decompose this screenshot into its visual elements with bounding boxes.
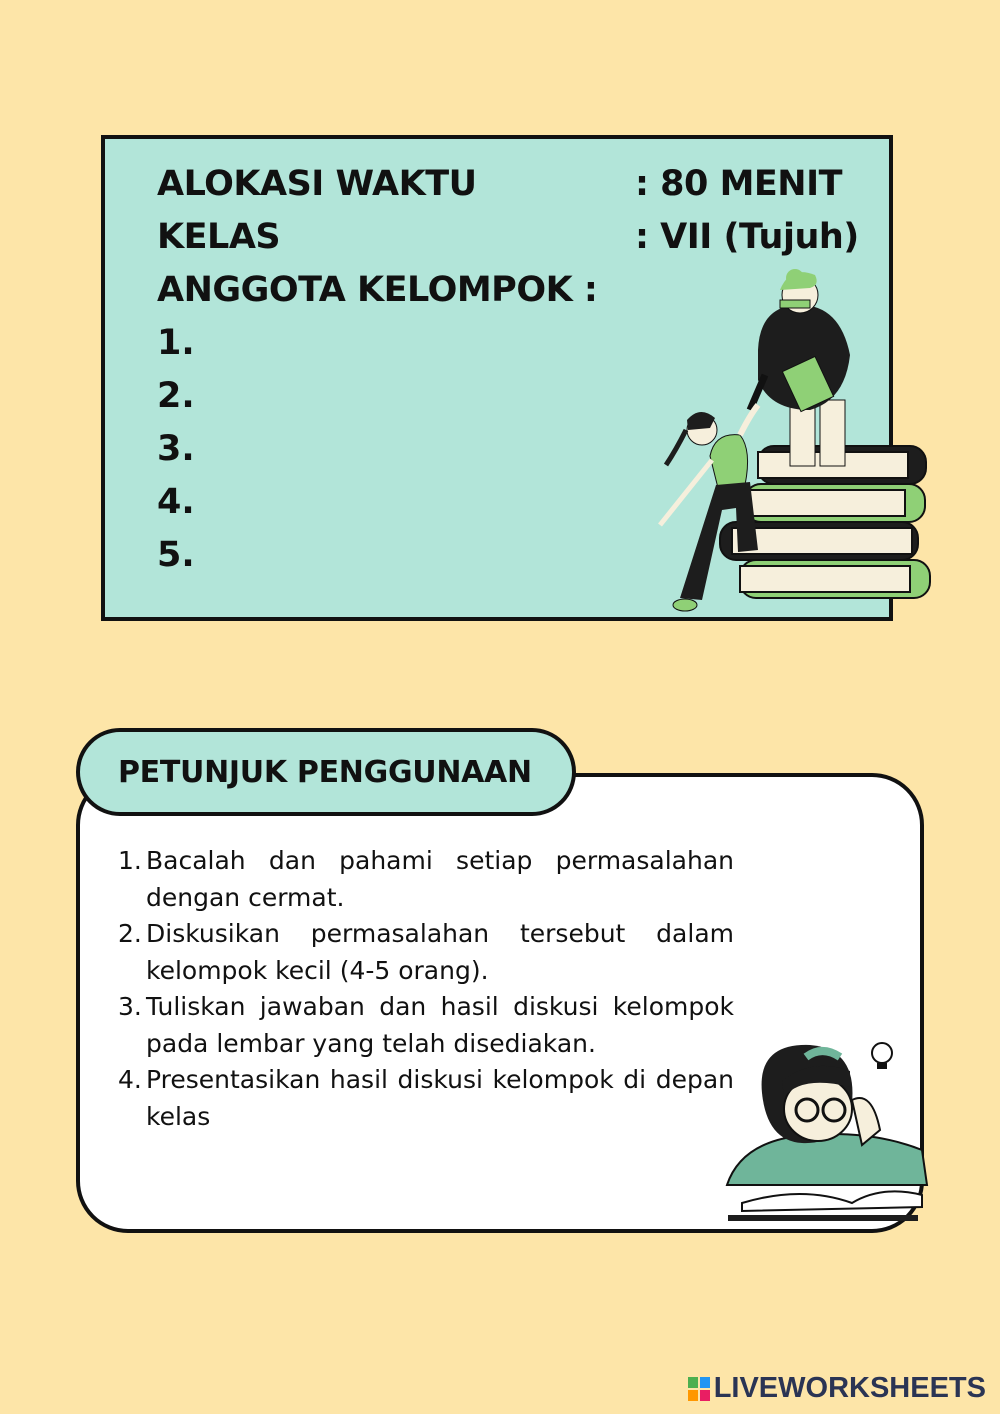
liveworksheets-logo-icon [688, 1377, 710, 1401]
step-number: 4. [118, 1065, 142, 1094]
step-text: Bacalah dan pahami setiap permasalahan dengan cermat. [146, 846, 734, 912]
instruction-step [118, 1062, 734, 1135]
member-line-3: 3. [157, 429, 195, 469]
time-value: : 80 MENIT [635, 164, 842, 204]
time-row [157, 164, 842, 204]
class-row [157, 217, 859, 257]
lightbulb-icon [872, 1043, 892, 1063]
instructions-list [118, 843, 734, 1135]
climbing-students-illustration [640, 260, 940, 630]
step-number: 1. [118, 846, 142, 875]
instruction-step [118, 916, 734, 989]
instruction-step [118, 843, 734, 916]
instructions-title: PETUNJUK PENGGUNAAN [118, 754, 532, 790]
step-number: 3. [118, 992, 142, 1021]
step-text: Diskusikan permasalahan tersebut dalam kelompok kecil (4-5 orang). [146, 919, 734, 985]
tall-student [750, 269, 850, 466]
step-text: Tuliskan jawaban dan hasil diskusi kelompok pada lembar yang telah disediakan. [146, 992, 734, 1058]
member-line-5: 5. [157, 535, 195, 575]
members-label: ANGGOTA KELOMPOK : [157, 270, 598, 310]
instructions-title-tab [76, 728, 576, 816]
class-value: : VII (Tujuh) [635, 217, 859, 257]
step-text: Presentasikan hasil diskusi kelompok di depan kelas [146, 1065, 734, 1131]
member-line-4: 4. [157, 482, 195, 522]
footer [688, 1372, 986, 1405]
class-label: KELAS [157, 217, 281, 257]
footer-brand: LIVEWORKSHEETS [713, 1372, 986, 1404]
instruction-step [118, 989, 734, 1062]
member-line-2: 2. [157, 376, 195, 416]
member-line-1: 1. [157, 323, 195, 363]
reading-student-illustration [722, 1035, 932, 1225]
step-number: 2. [118, 919, 142, 948]
time-label: ALOKASI WAKTU [157, 164, 477, 204]
